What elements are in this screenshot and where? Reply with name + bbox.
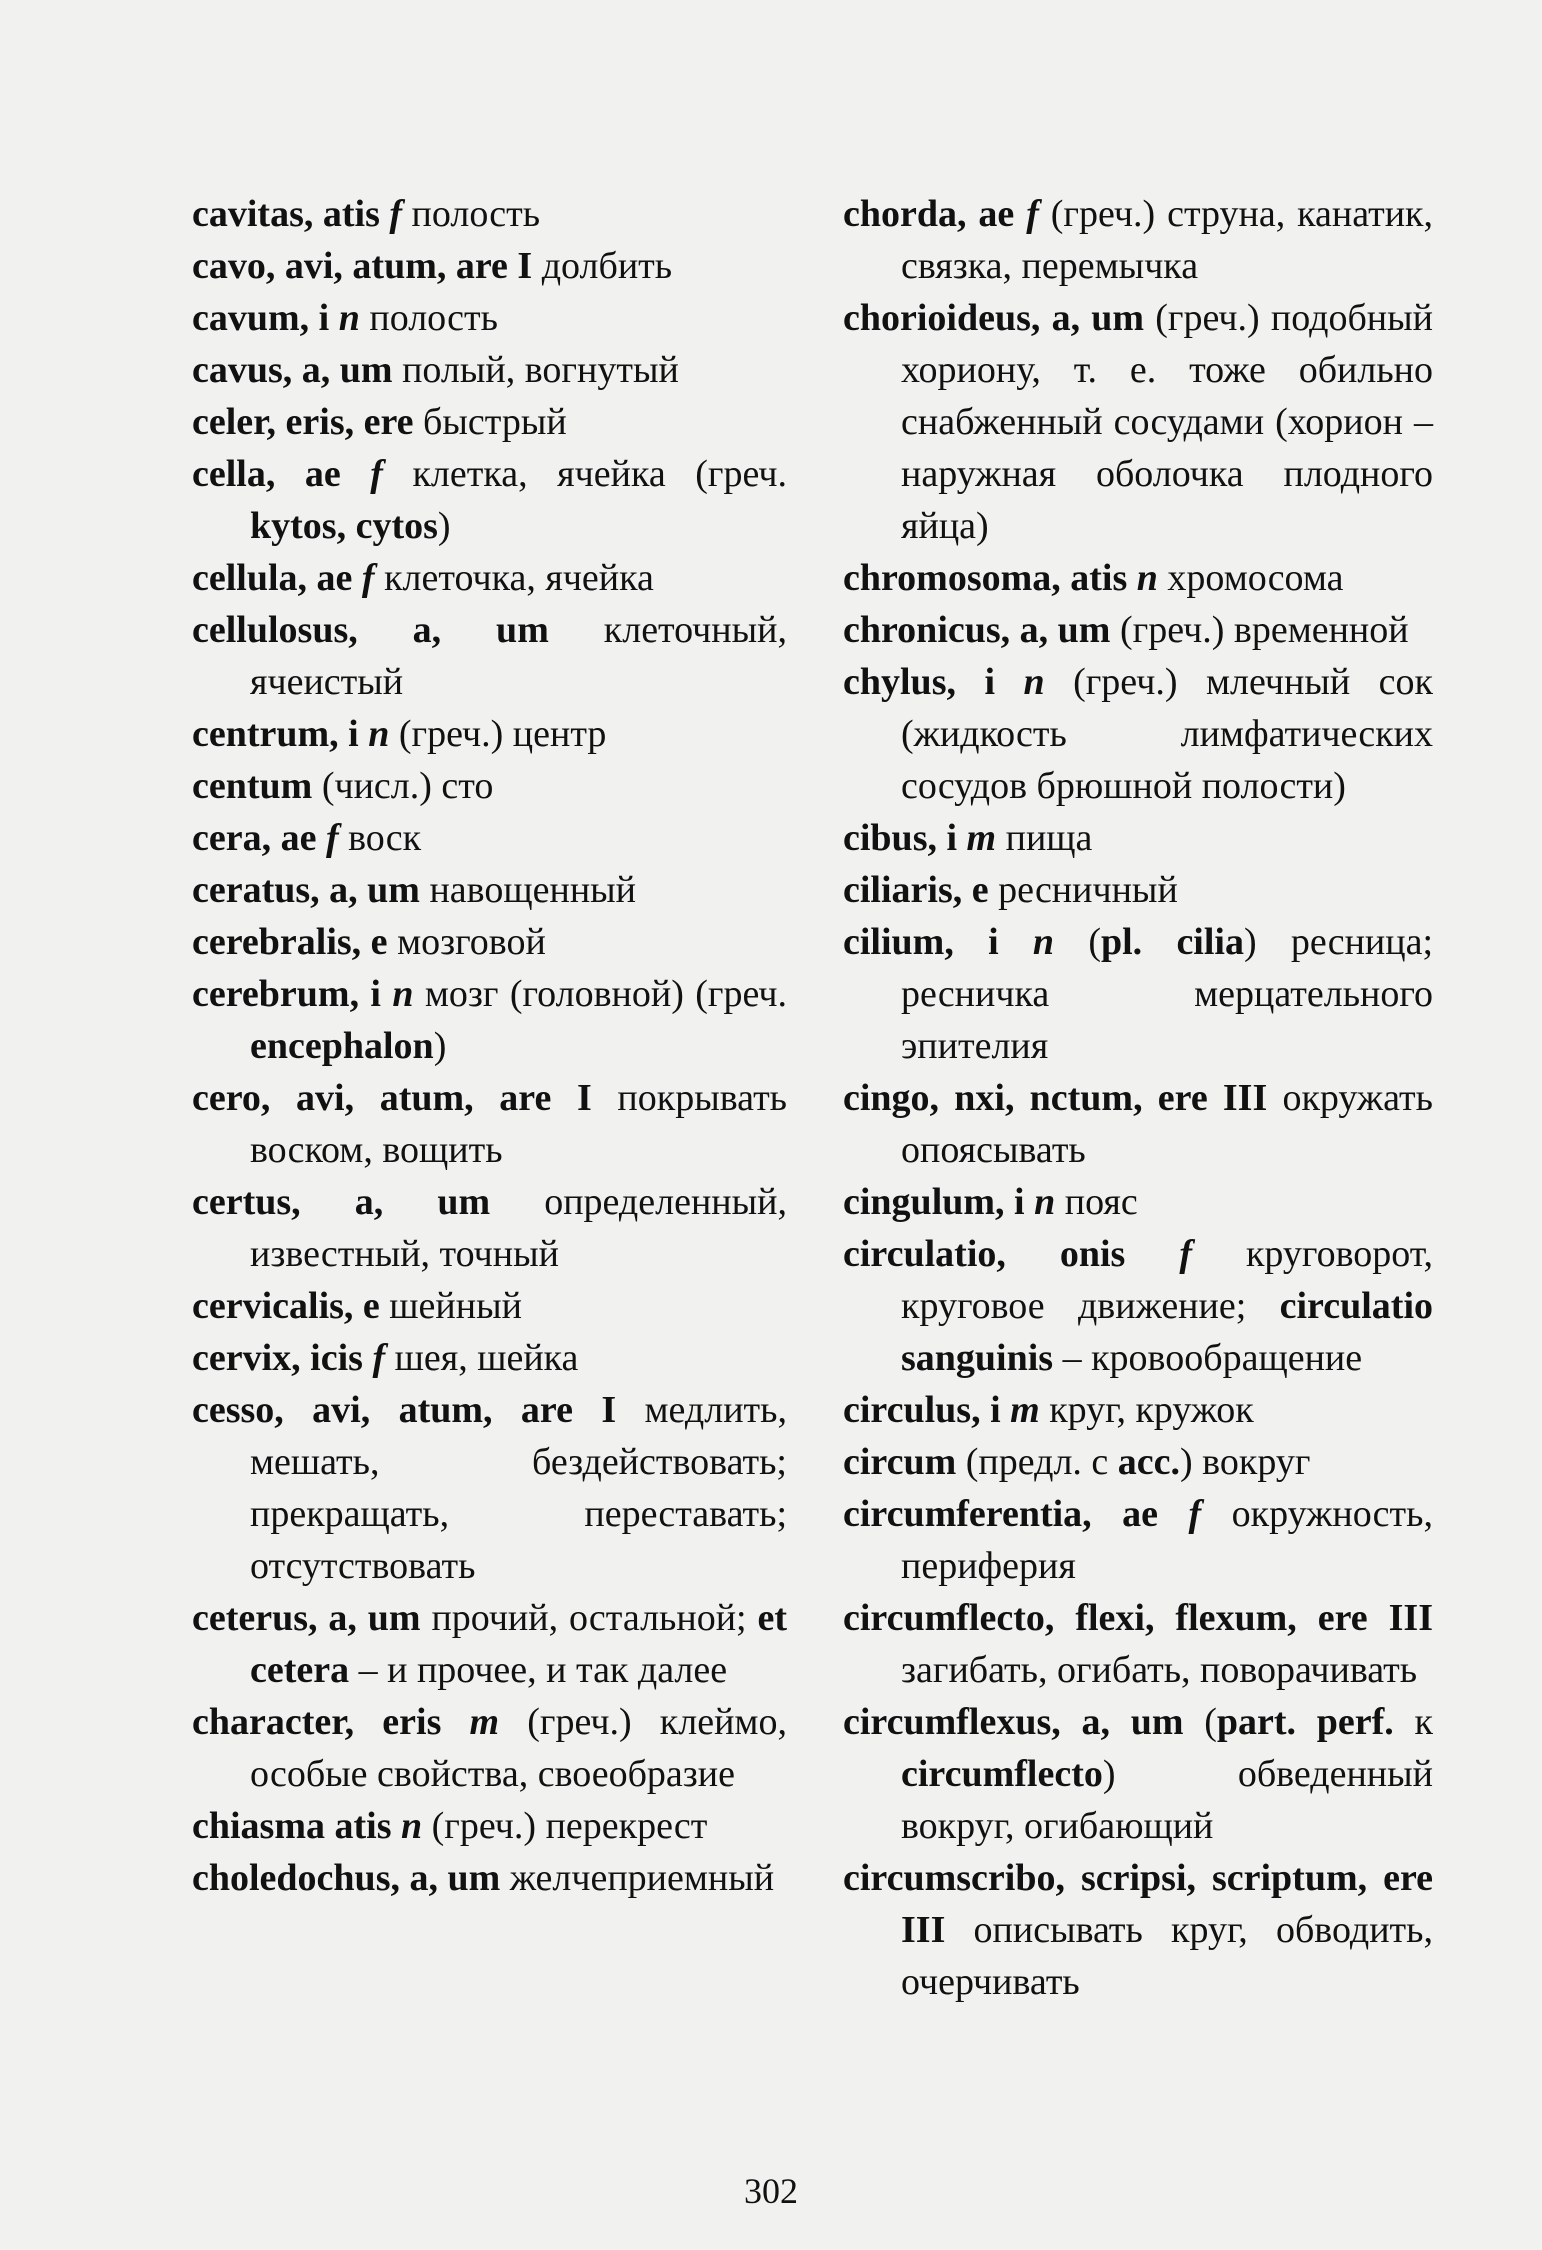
dictionary-entry: cavo, avi, atum, are I долбить (192, 245, 673, 287)
dictionary-entry: cervicalis, e шейный (192, 1285, 522, 1327)
dictionary-entry: centum (числ.) сто (192, 765, 494, 807)
dictionary-entry: chronicus, a, um (греч.) временной (843, 609, 1409, 651)
dictionary-entry: circumflexus, a, um (part. perf. к circumflecto) обведенный вокруг, огибающий (843, 1701, 1434, 1847)
dictionary-entry: certus, a, um определенный, известный, точный (192, 1181, 787, 1275)
dictionary-entry: cellulosus, a, um клеточный, ячеистый (192, 609, 787, 703)
dictionary-entry: centrum, i n (греч.) центр (192, 713, 607, 755)
left-column (192, 188, 787, 1904)
dictionary-entry: circulus, i m круг, кружок (843, 1389, 1254, 1431)
dictionary-entry: celer, eris, ere быстрый (192, 401, 567, 443)
dictionary-entry: cero, avi, atum, are I покрывать воском, вощить (192, 1077, 788, 1171)
dictionary-entry: circum (предл. с acc.) вокруг (843, 1441, 1311, 1483)
dictionary-entry: cibus, i m пища (843, 817, 1093, 859)
dictionary-entry: circumferentia, ae f окружность, периферия (843, 1493, 1433, 1587)
dictionary-entry: chorioideus, a, um (греч.) подобный хориону, т. е. тоже обильно снабженный сосудами (хорион – наружная оболочка плодного яйца) (843, 297, 1433, 547)
dictionary-entry: cervix, icis f шея, шейка (192, 1337, 579, 1379)
dictionary-entry: chylus, i n (греч.) млечный сок (жидкость лимфатических сосудов брюшной полости) (843, 661, 1433, 807)
dictionary-entry: circulatio, onis f круговорот, круговое движение; circulatio sanguinis – кровообращение (843, 1233, 1433, 1379)
dictionary-entry: cesso, avi, atum, are I медлить, мешать, бездействовать; прекращать, переставать; отсутствовать (192, 1389, 787, 1587)
dictionary-entry: cera, ae f воск (192, 817, 422, 859)
dictionary-entry: ceratus, a, um навощенный (192, 869, 637, 911)
dictionary-entry: chorda, ae f (греч.) струна, канатик, связка, перемычка (843, 193, 1433, 287)
dictionary-entry: ceterus, a, um прочий, остальной; et cetera – и прочее, и так далее (192, 1597, 787, 1691)
dictionary-entry: cerebrum, i n мозг (головной) (греч. encephalon) (192, 973, 787, 1067)
dictionary-entry: cerebralis, e мозговой (192, 921, 546, 963)
dictionary-entry: ciliaris, e ресничный (843, 869, 1178, 911)
dictionary-entry: chiasma atis n (греч.) перекрест (192, 1805, 708, 1847)
dictionary-entry: circumscribo, scripsi, scriptum, ere III описывать круг, обводить, очерчивать (843, 1857, 1433, 2003)
dictionary-entry: cilium, i n (pl. cilia) ресница; ресничка мерцательного эпителия (843, 921, 1434, 1067)
dictionary-entry: chromosoma, atis n хромосома (843, 557, 1344, 599)
dictionary-entry: cavus, a, um полый, вогнутый (192, 349, 679, 391)
dictionary-entry: choledochus, a, um желчеприемный (192, 1857, 775, 1899)
dictionary-entry: cella, ae f клетка, ячейка (греч. kytos, cytos) (192, 453, 787, 547)
page-number: 302 (744, 2171, 798, 2211)
dictionary-entry: cingo, nxi, nctum, ere III окружать опоясывать (843, 1077, 1433, 1171)
dictionary-entry: circumflecto, flexi, flexum, ere III загибать, огибать, поворачивать (843, 1597, 1433, 1691)
dictionary-entry: cingulum, i n пояс (843, 1181, 1138, 1223)
dictionary-entry: cavum, i n полость (192, 297, 498, 339)
dictionary-entry: cellula, ae f клеточка, ячейка (192, 557, 654, 599)
dictionary-entry: character, eris m (греч.) клеймо, особые свойства, своеобразие (192, 1701, 787, 1795)
right-column (843, 188, 1433, 2008)
dictionary-entry: cavitas, atis f полость (192, 193, 541, 235)
